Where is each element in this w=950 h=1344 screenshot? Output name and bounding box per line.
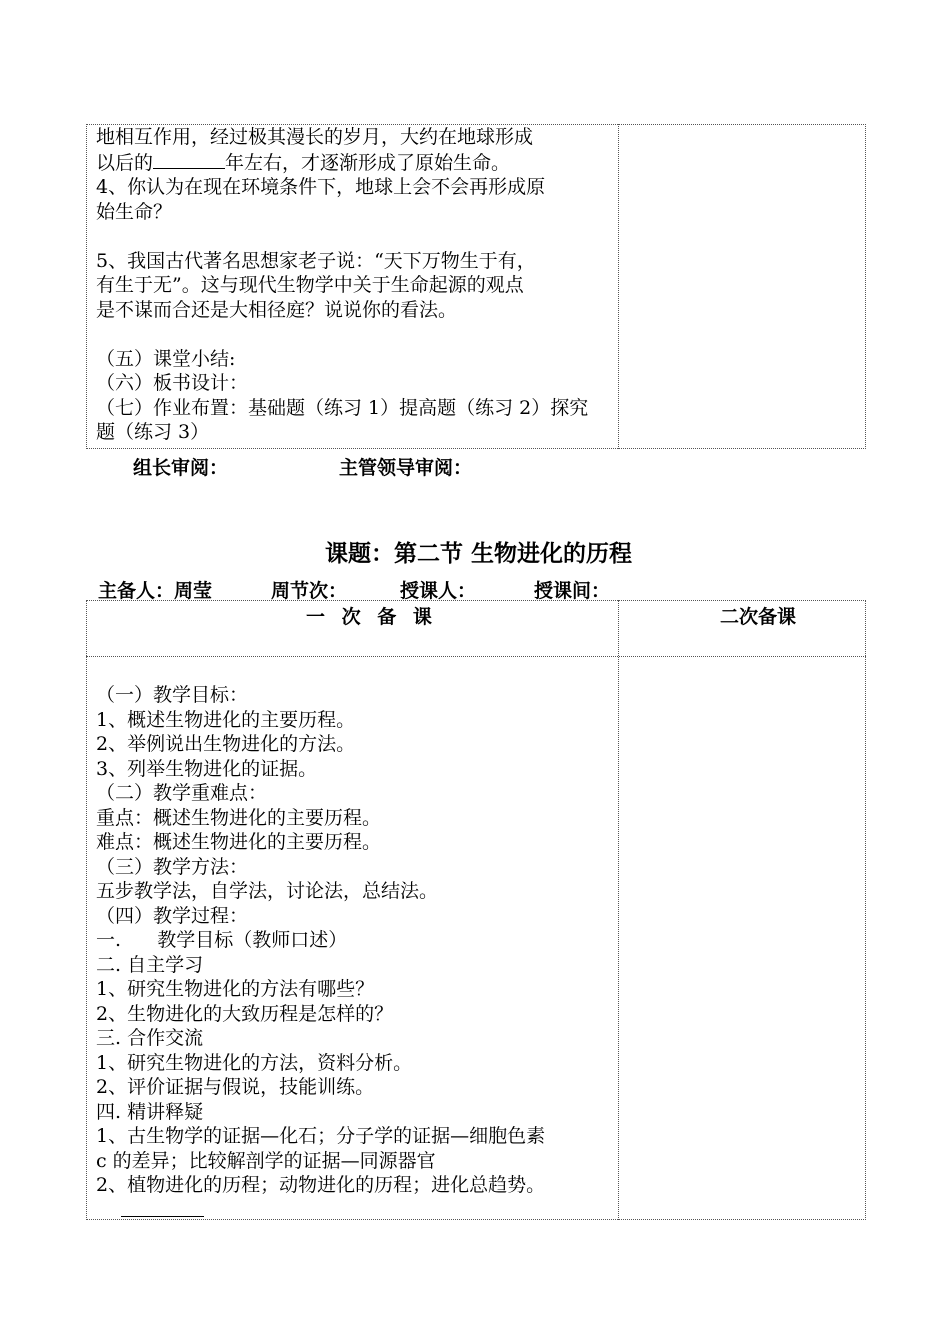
text-line: （七）作业布置：基础题（练习 1）提高题（练习 2）探究 — [96, 396, 589, 419]
text-line: 2、举例说出生物进化的方法。 — [96, 733, 356, 755]
text-line: （一）教学目标： — [96, 684, 249, 706]
trailing-underline — [121, 1216, 204, 1217]
lesson-title: 课题：第二节 生物进化的历程 — [325, 541, 633, 567]
text-line: 三. 合作交流 — [96, 1027, 204, 1049]
text-line: 1、概述生物进化的主要历程。 — [96, 708, 356, 731]
text-line: （四）教学过程： — [96, 904, 249, 927]
preparer: 主备人：周莹 — [98, 580, 213, 602]
supervisor-review: 主管领导审阅： — [339, 457, 473, 479]
text-line: 难点：概述生物进化的主要历程。 — [96, 831, 382, 853]
week-period: 周节次： — [271, 580, 348, 602]
blank-line — [96, 322, 614, 347]
text-line: 题（练习 3） — [96, 421, 210, 443]
text-line: c 的差异；比较解剖学的证据—同源器官 — [96, 1149, 436, 1172]
header-first-prep: 一 次 备 课 — [306, 606, 432, 628]
text-line: 重点：概述生物进化的主要历程。 — [96, 806, 382, 829]
table-top-content — [96, 125, 614, 445]
text-line-blank: 以后的 年左右，才逐渐形成了原始生命。 — [96, 151, 511, 174]
text-line: 二. 自主学习 — [96, 953, 204, 976]
text-line: 2、评价证据与假说，技能训练。 — [96, 1076, 375, 1098]
teacher: 授课人： — [400, 580, 477, 602]
text-line: （六）板书设计： — [96, 372, 249, 394]
fill-blank — [153, 150, 225, 169]
text-line: 四. 精讲释疑 — [96, 1100, 204, 1123]
text-line: （三）教学方法： — [96, 855, 249, 878]
text-line: 1、研究生物进化的方法，资料分析。 — [96, 1051, 413, 1074]
header-second-prep: 二次备课 — [720, 606, 797, 628]
text-line: 4、你认为在现在环境条件下，地球上会不会再形成原 — [96, 176, 546, 198]
table-lesson-divider — [618, 600, 619, 1220]
text-line: 一. 教学目标（教师口述） — [96, 929, 348, 951]
text-line: 始生命？ — [96, 200, 173, 223]
text-line: 2、植物进化的历程；动物进化的历程；进化总趋势。 — [96, 1174, 546, 1196]
table-lesson-content — [96, 683, 614, 1198]
teaching-time: 授课间： — [534, 580, 611, 602]
text-line: 有生于无”。这与现代生物学中关于生命起源的观点 — [96, 274, 524, 296]
text-line: 1、古生物学的证据—化石；分子学的证据—细胞色素 — [96, 1125, 546, 1147]
text-line: 3、列举生物进化的证据。 — [96, 757, 318, 780]
table-top-divider — [618, 124, 619, 449]
text-line: 2、生物进化的大致历程是怎样的？ — [96, 1002, 394, 1025]
text-line: 是不谋而合还是大相径庭？说说你的看法。 — [96, 298, 458, 321]
text-line: 五步教学法，自学法，讨论法，总结法。 — [96, 880, 439, 902]
text-line: （五）课堂小结: — [96, 347, 236, 370]
table-lesson-header-line — [86, 656, 866, 657]
text-line: 地相互作用，经过极其漫长的岁月，大约在地球形成 — [96, 126, 534, 148]
leader-review: 组长审阅： — [133, 457, 229, 479]
text-line: （二）教学重难点： — [96, 782, 268, 804]
text-line: 1、研究生物进化的方法有哪些？ — [96, 978, 375, 1000]
blank-line — [96, 224, 614, 249]
text-line: 5、我国古代著名思想家老子说：“天下万物生于有， — [96, 249, 536, 272]
